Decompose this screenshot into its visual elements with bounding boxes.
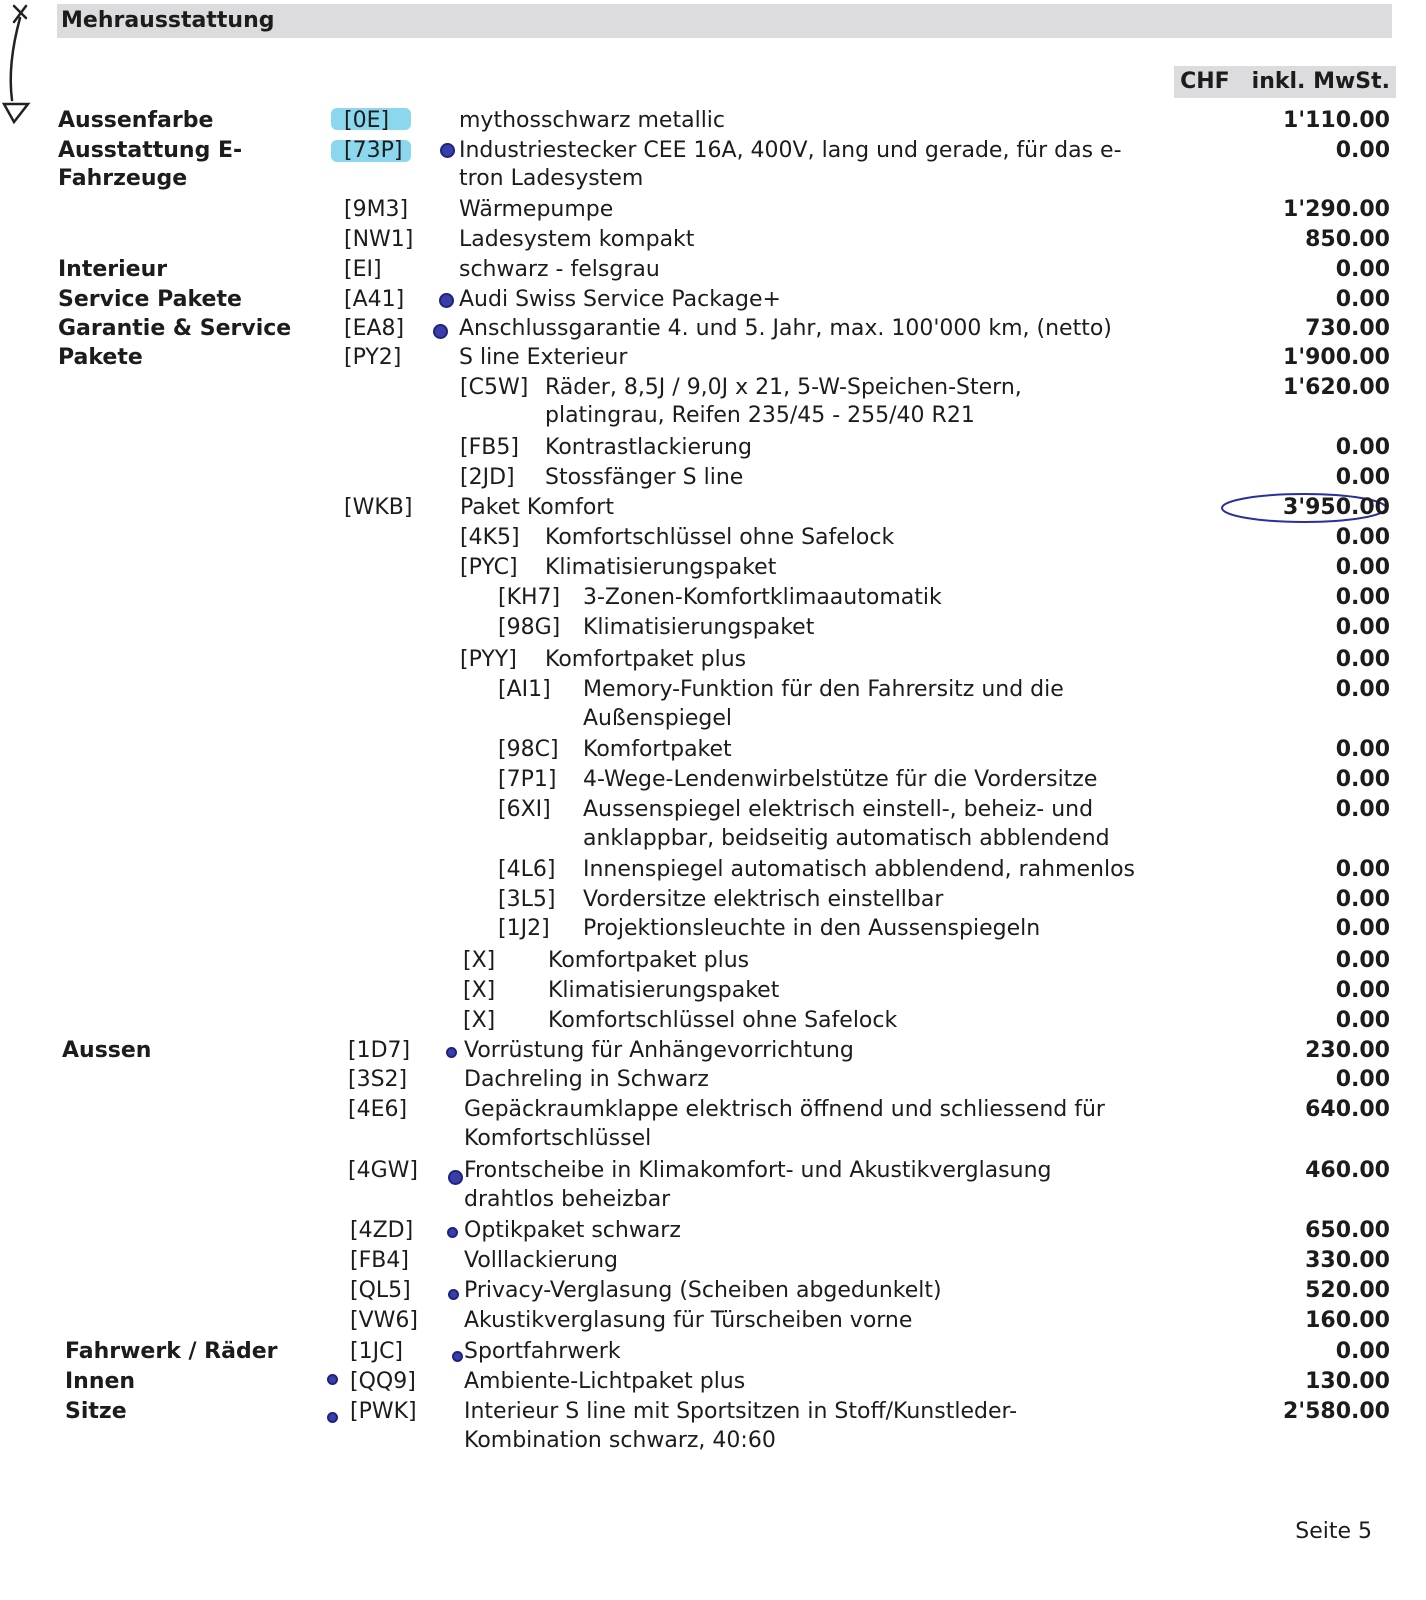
option-description: mythosschwarz metallic [459, 108, 726, 133]
option-price: 1'620.00 [1283, 375, 1390, 400]
option-description: Audi Swiss Service Package+ [459, 287, 781, 312]
option-price: 850.00 [1305, 227, 1390, 252]
option-description: Paket Komfort [460, 495, 614, 520]
option-code: [2JD] [460, 465, 515, 490]
option-code: [98C] [498, 737, 559, 762]
option-code: [FB5] [460, 435, 519, 460]
option-code: [X] [463, 1008, 496, 1033]
option-description-cont: platingrau, Reifen 235/45 - 255/40 R21 [545, 403, 975, 428]
option-description: Komfortpaket [583, 737, 732, 762]
option-price: 0.00 [1335, 857, 1390, 882]
option-description: Innenspiegel automatisch abblendend, rahmenlos [583, 857, 1135, 882]
option-price: 460.00 [1305, 1158, 1390, 1183]
option-code: [73P] [344, 138, 403, 163]
option-price: 0.00 [1335, 465, 1390, 490]
option-code: [4K5] [460, 525, 520, 550]
option-code: [4GW] [348, 1158, 418, 1183]
option-price: 0.00 [1335, 737, 1390, 762]
option-code: [PY2] [344, 345, 402, 370]
option-price: 0.00 [1335, 1339, 1390, 1364]
category-label: Garantie & Service [58, 316, 292, 341]
option-description: Anschlussgarantie 4. und 5. Jahr, max. 100'000 km, (netto) [459, 316, 1112, 341]
option-description: Volllackierung [464, 1248, 618, 1273]
option-code: [VW6] [350, 1308, 418, 1333]
option-description: S line Exterieur [459, 345, 628, 370]
option-code: [3S2] [348, 1067, 408, 1092]
option-description: Kontrastlackierung [545, 435, 752, 460]
option-price: 0.00 [1335, 525, 1390, 550]
option-description: Klimatisierungspaket [548, 978, 780, 1003]
option-description: Memory-Funktion für den Fahrersitz und die [583, 677, 1064, 702]
option-code: [3L5] [498, 887, 556, 912]
option-price: 0.00 [1335, 287, 1390, 312]
page-number: Seite 5 [1295, 1519, 1372, 1544]
currency-label: CHF [1180, 69, 1230, 94]
option-price: 130.00 [1305, 1369, 1390, 1394]
option-price: 0.00 [1335, 677, 1390, 702]
option-code: [EI] [344, 257, 382, 282]
option-price: 330.00 [1305, 1248, 1390, 1273]
option-description: Akustikverglasung für Türscheiben vorne [464, 1308, 913, 1333]
option-code: [NW1] [344, 227, 414, 252]
option-description-cont: Kombination schwarz, 40:60 [464, 1428, 776, 1453]
category-label: Innen [65, 1369, 136, 1394]
option-price: 0.00 [1335, 555, 1390, 580]
option-description: Komfortpaket plus [548, 948, 750, 973]
option-price: 0.00 [1335, 1067, 1390, 1092]
option-code: [PYC] [460, 555, 518, 580]
section-title: Mehrausstattung [61, 8, 275, 33]
option-description: Gepäckraumklappe elektrisch öffnend und schliessend für [464, 1097, 1105, 1122]
option-price: 0.00 [1335, 615, 1390, 640]
option-description: Räder, 8,5J / 9,0J x 21, 5-W-Speichen-Stern, [545, 375, 1022, 400]
option-description: Projektionsleuchte in den Aussenspiegeln [583, 916, 1041, 941]
category-label: Fahrwerk / Räder [65, 1339, 278, 1364]
option-code: [C5W] [460, 375, 529, 400]
category-label: Service Pakete [58, 287, 242, 312]
option-code: [1JC] [350, 1339, 404, 1364]
category-label: Aussen [62, 1038, 152, 1063]
option-price: 0.00 [1335, 585, 1390, 610]
category-label: Ausstattung E- [58, 138, 243, 163]
option-code: [7P1] [498, 767, 557, 792]
option-price: 0.00 [1335, 138, 1390, 163]
option-price: 730.00 [1305, 316, 1390, 341]
option-code: [9M3] [344, 197, 409, 222]
option-description-cont: Komfortschlüssel [464, 1126, 652, 1151]
option-code: [1J2] [498, 916, 550, 941]
option-code: [PYY] [460, 647, 517, 672]
option-description: Frontscheibe in Klimakomfort- und Akustikverglasung [464, 1158, 1052, 1183]
option-price: 0.00 [1335, 647, 1390, 672]
option-price: 650.00 [1305, 1218, 1390, 1243]
option-description: Dachreling in Schwarz [464, 1067, 709, 1092]
option-price: 1'900.00 [1283, 345, 1390, 370]
option-code: [1D7] [348, 1038, 411, 1063]
option-description: Ladesystem kompakt [459, 227, 695, 252]
option-description: Privacy-Verglasung (Scheiben abgedunkelt) [464, 1278, 942, 1303]
option-description-cont: tron Ladesystem [459, 166, 644, 191]
option-description: 3-Zonen-Komfortklimaautomatik [583, 585, 942, 610]
option-price: 0.00 [1335, 257, 1390, 282]
option-price: 0.00 [1335, 797, 1390, 822]
option-description-cont: Außenspiegel [583, 706, 733, 731]
option-code: [PWK] [350, 1399, 417, 1424]
option-price: 0.00 [1335, 948, 1390, 973]
option-description: Aussenspiegel elektrisch einstell-, beheiz- und [583, 797, 1094, 822]
option-description: Klimatisierungspaket [545, 555, 777, 580]
option-description: Ambiente-Lichtpaket plus [464, 1369, 746, 1394]
option-code: [KH7] [498, 585, 561, 610]
option-price: 2'580.00 [1283, 1399, 1390, 1424]
option-description: Sportfahrwerk [464, 1339, 621, 1364]
option-description: 4-Wege-Lendenwirbelstütze für die Vordersitze [583, 767, 1098, 792]
option-code: [4E6] [348, 1097, 408, 1122]
option-code: [A41] [344, 287, 405, 312]
option-price: 0.00 [1335, 916, 1390, 941]
option-description: Interieur S line mit Sportsitzen in Stoff/Kunstleder- [464, 1399, 1018, 1424]
option-code: [0E] [344, 108, 390, 133]
option-code: [QL5] [350, 1278, 411, 1303]
option-price: 3'950.00 [1283, 495, 1390, 520]
option-price: 160.00 [1305, 1308, 1390, 1333]
option-code: [AI1] [498, 677, 551, 702]
option-description: Optikpaket schwarz [464, 1218, 681, 1243]
option-description: Wärmepumpe [459, 197, 614, 222]
option-code: [6XI] [498, 797, 551, 822]
option-price: 0.00 [1335, 887, 1390, 912]
option-code: [FB4] [350, 1248, 409, 1273]
option-description: Vordersitze elektrisch einstellbar [583, 887, 944, 912]
option-code: [QQ9] [350, 1369, 416, 1394]
category-label: Aussenfarbe [58, 108, 214, 133]
category-label: Fahrzeuge [58, 166, 188, 191]
option-code: [X] [463, 948, 496, 973]
category-label: Interieur [58, 257, 168, 282]
tax-note: inkl. MwSt. [1251, 69, 1390, 94]
option-price: 230.00 [1305, 1038, 1390, 1063]
option-code: [EA8] [344, 316, 405, 341]
option-description: Klimatisierungspaket [583, 615, 815, 640]
option-description-cont: drahtlos beheizbar [464, 1187, 671, 1212]
option-code: [4ZD] [350, 1218, 414, 1243]
option-price: 0.00 [1335, 1008, 1390, 1033]
option-description: Komfortschlüssel ohne Safelock [545, 525, 895, 550]
category-label: Sitze [65, 1399, 127, 1424]
option-description: Komfortschlüssel ohne Safelock [548, 1008, 898, 1033]
option-price: 1'110.00 [1283, 108, 1390, 133]
option-code: [WKB] [344, 495, 413, 520]
option-code: [X] [463, 978, 496, 1003]
option-description: Stossfänger S line [545, 465, 744, 490]
option-price: 640.00 [1305, 1097, 1390, 1122]
option-price: 0.00 [1335, 978, 1390, 1003]
option-code: [98G] [498, 615, 561, 640]
option-code: [4L6] [498, 857, 556, 882]
option-description: Vorrüstung für Anhängevorrichtung [464, 1038, 854, 1063]
option-price: 0.00 [1335, 435, 1390, 460]
option-price: 520.00 [1305, 1278, 1390, 1303]
option-price: 0.00 [1335, 767, 1390, 792]
option-description: Komfortpaket plus [545, 647, 747, 672]
category-label: Pakete [58, 345, 143, 370]
option-description-cont: anklappbar, beidseitig automatisch abblendend [583, 826, 1110, 851]
option-price: 1'290.00 [1283, 197, 1390, 222]
option-description: Industriestecker CEE 16A, 400V, lang und gerade, für das e- [459, 138, 1122, 163]
option-description: schwarz - felsgrau [459, 257, 660, 282]
